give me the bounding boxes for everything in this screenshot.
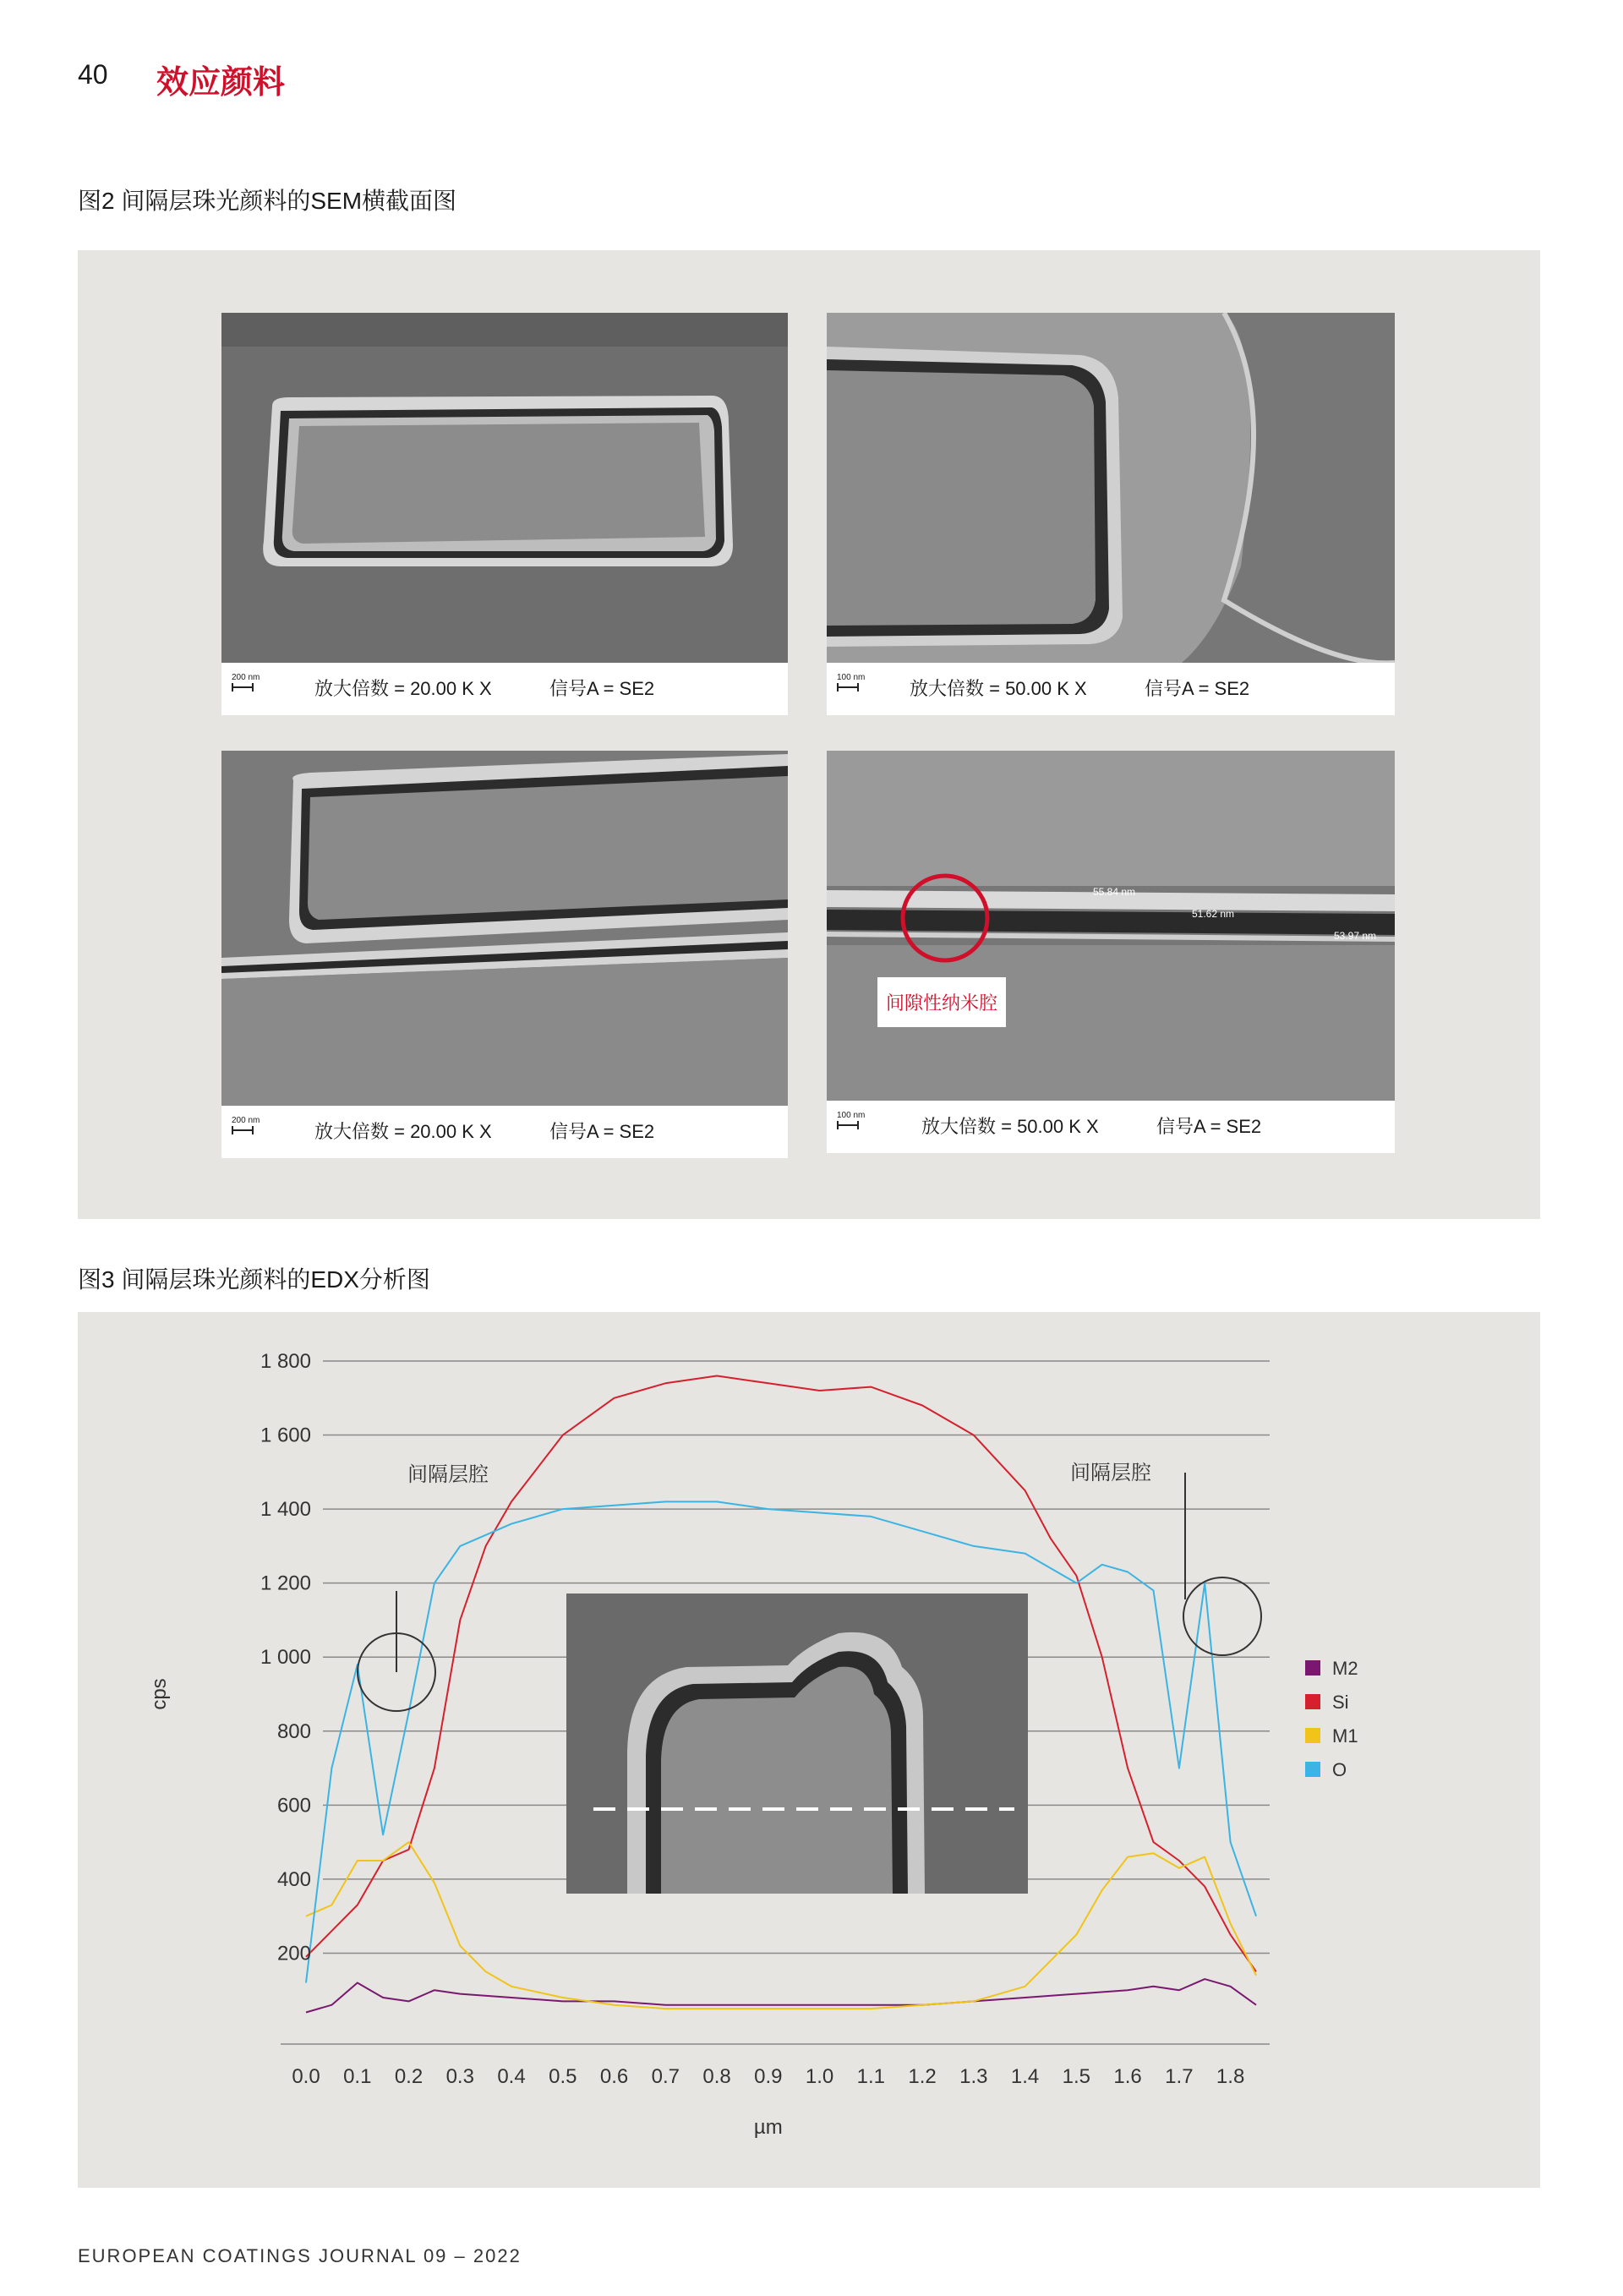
y-tick-label: 800 (276, 1719, 311, 1743)
callout-left-label: 间隔层腔 (407, 1463, 489, 1486)
scale-bar (232, 673, 260, 692)
legend-swatch (1305, 1694, 1320, 1709)
x-tick-label: 1.7 (1165, 2065, 1194, 2088)
sem-micrograph (827, 313, 1395, 663)
y-axis-label: cps (148, 1678, 171, 1710)
measurement-2: 51.62 nm (1192, 908, 1235, 920)
sem-image-1 (221, 313, 788, 715)
signal-label: 信号A = SE2 (549, 1121, 655, 1142)
x-tick-label: 1.6 (1113, 2065, 1142, 2088)
y-tick-label: 200 (276, 1942, 311, 1965)
figure2-panel (78, 250, 1540, 1219)
sem-image-3 (221, 751, 788, 1153)
y-tick-label: 1 400 (260, 1498, 311, 1522)
x-tick-label: 0.9 (754, 2065, 783, 2088)
measurement-3: 53.97 nm (1334, 930, 1377, 942)
scale-label: 100 nm (837, 1111, 866, 1120)
sem-micrograph (221, 751, 788, 1106)
magnification-label: 放大倍数 = 20.00 K X (314, 1121, 492, 1142)
journal-footer: EUROPEAN COATINGS JOURNAL 09 – 2022 (78, 2245, 522, 2266)
y-tick-label: 1 600 (260, 1424, 311, 1447)
x-tick-label: 1.4 (1010, 2065, 1040, 2088)
y-tick-label: 1 000 (260, 1646, 311, 1670)
legend-swatch (1305, 1660, 1320, 1676)
y-tick-label: 1 200 (260, 1572, 311, 1595)
x-tick-label: 0.1 (343, 2065, 372, 2088)
scale-bar (837, 1111, 865, 1129)
magnification-label: 放大倍数 = 20.00 K X (314, 678, 492, 699)
sem-info-bar (827, 1101, 1395, 1153)
y-tick-label: 600 (276, 1794, 311, 1818)
x-tick-label: 0.8 (702, 2065, 731, 2088)
magnification-label: 放大倍数 = 50.00 K X (910, 678, 1087, 699)
magnification-label: 放大倍数 = 50.00 K X (921, 1116, 1099, 1137)
x-tick-label: 1.3 (959, 2065, 988, 2088)
scale-bar (837, 673, 865, 692)
x-tick-label: 1.2 (908, 2065, 937, 2088)
x-tick-label: 0.6 (599, 2065, 629, 2088)
legend-swatch (1305, 1762, 1320, 1777)
series-line-m2 (306, 1979, 1256, 2012)
page-title: 效应颜料 (156, 65, 286, 101)
sem-info-bar (221, 1106, 788, 1158)
sem-info-bar (221, 663, 788, 715)
sem-image-2 (827, 313, 1395, 715)
signal-label: 信号A = SE2 (1156, 1116, 1262, 1137)
scale-bar (232, 1116, 260, 1134)
page-number: 40 (78, 59, 108, 90)
sem-image-4 (827, 751, 1395, 1153)
callout-left (358, 1463, 489, 1711)
measurement-1: 55.84 nm (1093, 886, 1136, 898)
x-tick-label: 0.0 (292, 2065, 320, 2088)
x-tick-label: 0.5 (549, 2065, 577, 2088)
nanocavity-callout: 间隙性纳米腔 (877, 977, 1006, 1027)
scale-label: 200 nm (232, 1116, 260, 1125)
sem-micrograph (221, 313, 788, 663)
figure3-panel (78, 1312, 1540, 2188)
sem-info-bar (827, 663, 1395, 715)
x-tick-label: 1.0 (805, 2065, 834, 2088)
legend-swatch (1305, 1728, 1320, 1743)
figure3-caption: 图3 间隔层珠光颜料的EDX分析图 (78, 1266, 430, 1293)
x-tick-label: 0.4 (497, 2065, 526, 2088)
sem-micrograph (827, 751, 1395, 1101)
x-tick-label: 0.3 (445, 2065, 474, 2088)
legend-label: M2 (1332, 1658, 1358, 1679)
scale-label: 200 nm (232, 673, 260, 682)
signal-label: 信号A = SE2 (549, 678, 655, 699)
x-tick-label: 1.8 (1216, 2065, 1245, 2088)
x-tick-label: 0.7 (651, 2065, 680, 2088)
y-tick-label: 400 (276, 1867, 311, 1891)
scale-label: 100 nm (837, 673, 866, 682)
edx-chart (78, 1312, 1540, 2188)
x-tick-label: 1.5 (1062, 2065, 1091, 2088)
x-tick-label: 1.1 (856, 2065, 886, 2088)
signal-label: 信号A = SE2 (1145, 678, 1250, 699)
legend-label: Si (1332, 1692, 1349, 1713)
callout-right-label: 间隔层腔 (1070, 1462, 1151, 1484)
x-axis-label: µm (753, 2116, 783, 2139)
callout-right (1070, 1462, 1261, 1655)
y-tick-label: 1 800 (260, 1350, 311, 1373)
x-tick-label: 0.2 (394, 2065, 424, 2088)
figure2-caption: 图2 间隔层珠光颜料的SEM横截面图 (78, 188, 457, 214)
legend-label: M1 (1332, 1725, 1358, 1747)
legend-label: O (1332, 1759, 1347, 1780)
sem-inset-image (566, 1594, 1028, 1894)
